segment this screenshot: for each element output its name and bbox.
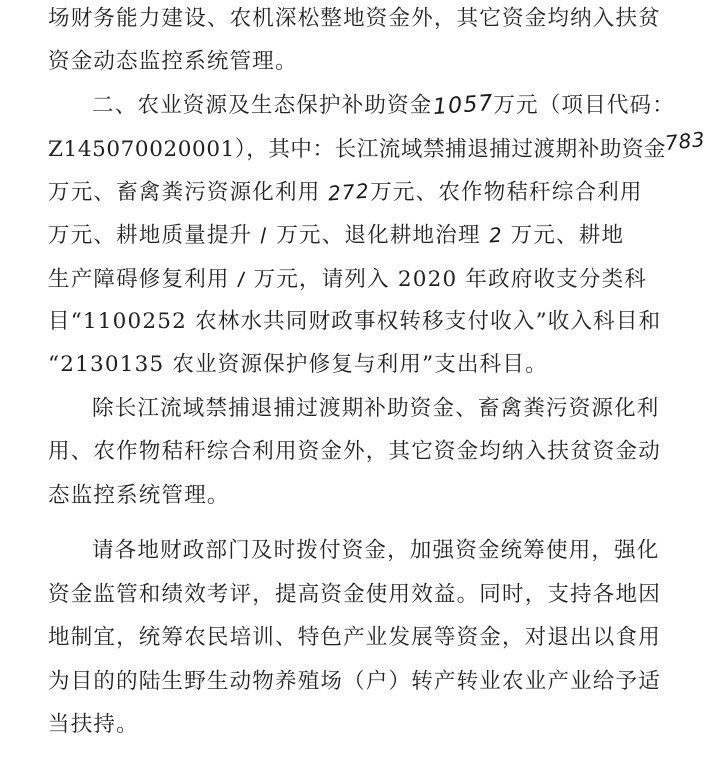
handwritten-amount: 1057	[431, 90, 495, 121]
line-text: 当扶持。	[48, 712, 139, 737]
line-text: 万元、农作物秸秆综合利用	[370, 180, 643, 205]
line-text: 万元、退化耕地治理	[268, 223, 489, 248]
paragraph-line	[48, 580, 661, 610]
paragraph-line	[48, 710, 139, 740]
line-text: 万元（项目代码：	[493, 93, 675, 118]
paragraph-line	[48, 437, 661, 467]
paragraph-line	[48, 4, 661, 34]
line-text: 为目的的陆生野生动物养殖场（户）转产转业农业产业给予适	[48, 669, 661, 694]
line-text: 万元、耕地	[502, 223, 625, 248]
paragraph-line	[48, 481, 230, 511]
paragraph-line	[48, 667, 661, 697]
paragraph-line	[48, 47, 298, 77]
line-text: 万元、畜禽粪污资源化利用	[48, 180, 329, 205]
section-heading-line	[92, 91, 675, 121]
line-text: 万元、耕地质量提升	[48, 223, 261, 248]
paragraph-line	[48, 127, 707, 165]
line-text: 资金动态监控系统管理。	[48, 49, 298, 74]
paragraph-line	[48, 220, 624, 251]
handwritten-amount: 2	[487, 222, 504, 248]
handwritten-amount: 272	[327, 178, 372, 206]
paragraph-line	[48, 177, 643, 208]
handwritten-mark: \	[256, 222, 273, 248]
handwritten-mark: \	[232, 266, 252, 292]
paragraph-line	[48, 307, 661, 337]
line-text: 用、农作物秸秆综合利用资金外，其它资金均纳入扶贫资金动	[48, 439, 661, 464]
paragraph-line	[92, 536, 660, 566]
line-text: 二、农业资源及生态保护补助资金	[92, 93, 433, 118]
line-text: 目“1100252 农林水共同财政事权转移支付收入”收入科目和	[48, 309, 662, 334]
line-text: 态监控系统管理。	[48, 483, 230, 508]
paragraph-line	[92, 394, 660, 424]
paragraph-line	[48, 350, 548, 380]
line-text: 生产障碍修复利用	[48, 267, 238, 292]
line-text: 除长江流域禁捕退捕过渡期补助资金、畜禽粪污资源化利	[92, 396, 660, 421]
line-text: 场财务能力建设、农机深松整地资金外，其它资金均纳入扶贫	[48, 6, 661, 31]
line-text: Z145070020001），其中：长江流域禁捕退捕过渡期补助资金	[48, 137, 667, 162]
line-text: 万元，请列入 2020 年政府收支分类科	[245, 267, 648, 292]
line-text: 请各地财政部门及时拨付资金，加强资金统筹使用，强化	[92, 538, 660, 563]
paragraph-line	[48, 623, 661, 653]
line-text: 资金监管和绩效考评，提高资金使用效益。同时，支持各地因	[48, 582, 661, 607]
line-text: “2130135 农业资源保护修复与利用”支出科目。	[48, 352, 548, 377]
paragraph-line	[48, 264, 647, 295]
handwritten-amount: 783	[664, 127, 707, 156]
line-text: 地制宜，统筹农民培训、特色产业发展等资金，对退出以食用	[48, 625, 661, 650]
